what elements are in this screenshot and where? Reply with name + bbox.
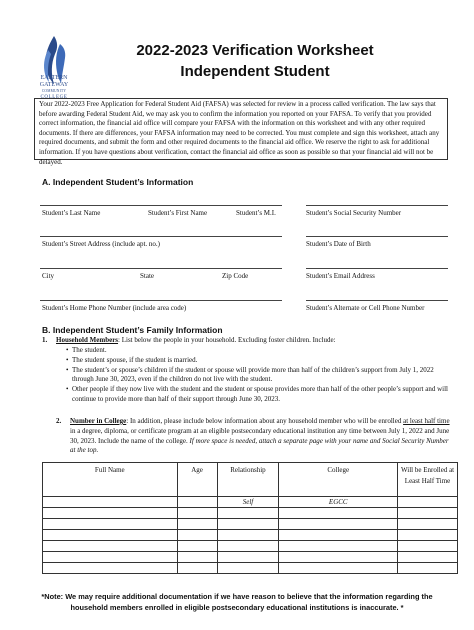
cell-college[interactable]: EGCC [279, 497, 398, 508]
cell-relationship[interactable] [217, 541, 279, 552]
ssn-line[interactable] [306, 205, 448, 206]
cell-college[interactable] [279, 563, 398, 574]
email-label: Student’s Email Address [306, 272, 375, 280]
cell-relationship[interactable] [217, 508, 279, 519]
cell-full-name[interactable] [43, 541, 178, 552]
include-bullet-list [66, 346, 454, 405]
cell-relationship[interactable] [217, 519, 279, 530]
verification-note: *Note: We may require additional documentation if we have reason to believe that the information regarding the household members enrolled in eligible postsecondary educational institutions is inaccurate. * [41, 592, 433, 612]
col-full-name: Full Name [43, 463, 178, 497]
street-label: Student’s Street Address (include apt. no.) [42, 240, 161, 248]
cell-full-name[interactable] [43, 508, 178, 519]
cell-enrolled[interactable] [398, 497, 458, 508]
bullet-item: • The student spouse, if the student is married. [66, 355, 198, 364]
cell-enrolled[interactable] [398, 530, 458, 541]
cell-college[interactable] [279, 530, 398, 541]
title-line-2: Independent Student [180, 63, 330, 80]
cell-full-name[interactable] [43, 530, 178, 541]
name-line[interactable] [40, 205, 282, 206]
cell-enrolled[interactable] [398, 519, 458, 530]
alt-phone-label: Student’s Alternate or Cell Phone Number [306, 304, 425, 312]
col-enrolled-half-time: Will be Enrolled at Least Half Time [398, 463, 458, 497]
cell-age[interactable] [177, 563, 217, 574]
cell-relationship[interactable]: Self [217, 497, 279, 508]
cell-college[interactable] [279, 519, 398, 530]
dob-line[interactable] [306, 236, 448, 237]
city-label: City [42, 272, 55, 280]
cell-full-name[interactable] [43, 497, 178, 508]
cell-enrolled[interactable] [398, 541, 458, 552]
alt-phone-line[interactable] [306, 300, 448, 301]
cell-enrolled[interactable] [398, 563, 458, 574]
cell-age[interactable] [177, 530, 217, 541]
cell-age[interactable] [177, 497, 217, 508]
logo-text-line-3: COMMUNITY [41, 89, 67, 93]
email-line[interactable] [306, 268, 448, 269]
cell-relationship[interactable] [217, 563, 279, 574]
table-row [43, 563, 458, 574]
logo-text-line-1: EASTERN [40, 75, 68, 81]
item-2-text: Number in College: In addition, please include below information about any household member who will be enrolled at least half time in a degree, diploma, or certificate program at an eligible postsecondary educational institution any time between July 1, 2022 and June 30, 2023. Include the name of the college. If more space is needed, attach a separate page with your name and Social Security Number at the top. [70, 417, 450, 455]
col-relationship: Relationship [217, 463, 279, 497]
cell-age[interactable] [177, 519, 217, 530]
col-age: Age [177, 463, 217, 497]
bullet-item: • Other people if they now live with the student and the student or spouse provides more than half of the other people’s support and will continue to provide more than half of their support through June 30, 2023. [66, 385, 448, 403]
mi-label: Student’s M.I. [236, 209, 276, 217]
dob-label: Student’s Date of Birth [306, 240, 371, 248]
home-phone-line[interactable] [40, 300, 282, 301]
item-1-number: 1. [42, 336, 48, 344]
item-2-number: 2. [56, 417, 62, 425]
cell-relationship[interactable] [217, 530, 279, 541]
table-row [43, 530, 458, 541]
bullet-item: • The student. [66, 346, 107, 354]
city-state-zip-line[interactable] [40, 268, 282, 269]
cell-age[interactable] [177, 552, 217, 563]
table-row [43, 552, 458, 563]
cell-relationship[interactable] [217, 552, 279, 563]
logo-text-line-2: GATEWAY [39, 82, 69, 88]
first-name-label: Student’s First Name [148, 209, 208, 217]
item-1-text: Household Members: List below the people in your household. Excluding foster children. Include: [56, 336, 336, 344]
table-row [43, 519, 458, 530]
cell-full-name[interactable] [43, 519, 178, 530]
table-row [43, 508, 458, 519]
logo-text-line-4: COLLEGE [40, 95, 68, 100]
household-members-title: Household Members [56, 336, 119, 344]
title-line-1: 2022-2023 Verification Worksheet [136, 42, 374, 59]
ssn-label: Student’s Social Security Number [306, 209, 402, 217]
street-line[interactable] [40, 236, 282, 237]
household-table [42, 462, 458, 574]
bullet-item: • The student’s or spouse’s children if the student or spouse will provide more than half of the children’s support from July 1, 2022 through June 30, 2023, even if the children do not live with the student. [66, 365, 434, 384]
table-header-row [43, 463, 458, 497]
state-label: State [140, 272, 154, 280]
number-in-college-title: Number in College [70, 417, 127, 425]
table-row [43, 497, 458, 508]
col-college: College [279, 463, 398, 497]
home-phone-label: Student’s Home Phone Number (include area code) [42, 304, 187, 312]
cell-age[interactable] [177, 541, 217, 552]
intro-box: Your 2022-2023 Free Application for Federal Student Aid (FAFSA) was selected for review in a process called verification. The law says that before awarding Federal Student Aid, we may ask you to confirm the information you reported on your FAFSA. To verify that you provided correct information, the financial aid office will compare your FAFSA with the information on this worksheet and with any other required documents. If there are differences, your FAFSA information may need to be corrected. You must complete and sign this worksheet, attach any required documents, and submit the form and other required documents to the financial aid office. We reserve the right to ask for additional information. If you have questions about verification, contact the financial aid office as soon as possible so that your financial aid will not be delayed. [34, 98, 448, 160]
cell-college[interactable] [279, 541, 398, 552]
cell-college[interactable] [279, 552, 398, 563]
cell-age[interactable] [177, 508, 217, 519]
page-title [90, 40, 420, 82]
cell-enrolled[interactable] [398, 508, 458, 519]
cell-enrolled[interactable] [398, 552, 458, 563]
cell-full-name[interactable] [43, 563, 178, 574]
cell-full-name[interactable] [43, 552, 178, 563]
section-a-heading: A. Independent Student’s Information [42, 177, 194, 187]
table-row [43, 541, 458, 552]
last-name-label: Student’s Last Name [42, 209, 101, 217]
cell-college[interactable] [279, 508, 398, 519]
zip-label: Zip Code [222, 272, 249, 280]
section-b-heading: B. Independent Student’s Family Information [42, 325, 223, 335]
